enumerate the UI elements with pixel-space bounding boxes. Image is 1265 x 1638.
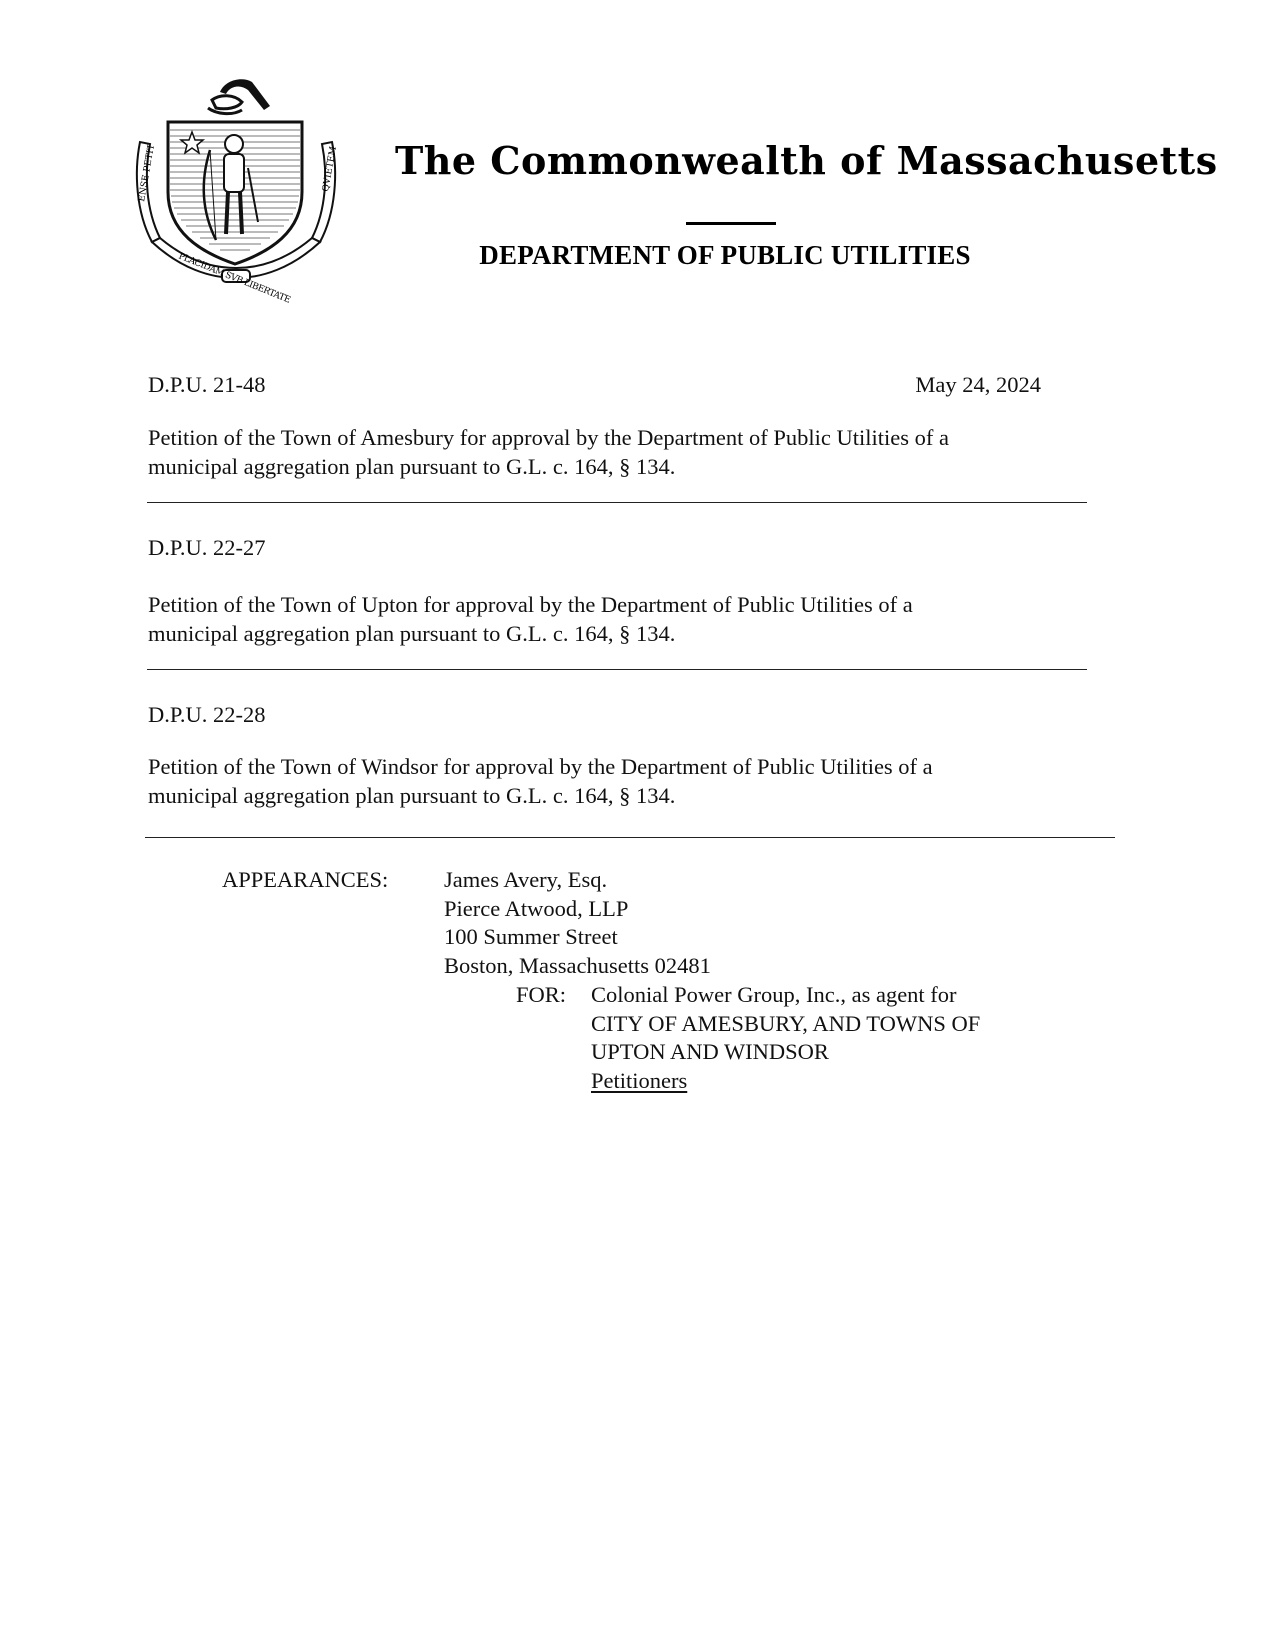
divider	[147, 669, 1087, 670]
for-label: FOR:	[516, 982, 567, 1007]
divider	[147, 502, 1087, 503]
seal-motto-bottom: PLACIDAM SVB LIBERTATE	[176, 251, 292, 306]
header-rule	[686, 222, 776, 225]
commonwealth-title: The Commonwealth of Massachusetts	[395, 138, 1218, 183]
client-line: UPTON AND WINDSOR	[591, 1039, 829, 1064]
petition-line: municipal aggregation plan pursuant to G.L. c. 164, § 134.	[148, 621, 676, 646]
law-firm: Pierce Atwood, LLP	[444, 896, 629, 921]
department-title: DEPARTMENT OF PUBLIC UTILITIES	[479, 240, 971, 270]
party-role: Petitioners	[591, 1068, 688, 1093]
client-line: CITY OF AMESBURY, AND TOWNS OF	[591, 1011, 981, 1036]
docket-number: D.P.U. 22-28	[148, 702, 266, 727]
seal-motto-left: ENSE PETIT	[137, 143, 158, 203]
petition-line: Petition of the Town of Upton for approval by the Department of Public Utilities of a	[148, 592, 913, 617]
client-line: Colonial Power Group, Inc., as agent for	[591, 982, 957, 1007]
petition-line: Petition of the Town of Windsor for approval by the Department of Public Utilities of a	[148, 754, 933, 779]
order-date: May 24, 2024	[915, 372, 1041, 397]
divider	[145, 837, 1115, 838]
attorney-name: James Avery, Esq.	[444, 867, 608, 892]
petition-line: municipal aggregation plan pursuant to G.L. c. 164, § 134.	[148, 454, 676, 479]
appearances-label: APPEARANCES:	[222, 867, 389, 892]
street-address: 100 Summer Street	[444, 924, 618, 949]
docket-number: D.P.U. 21-48	[148, 372, 266, 397]
docket-number: D.P.U. 22-27	[148, 535, 266, 560]
massachusetts-seal-icon	[130, 72, 342, 306]
seal-motto-right: QVIETEM	[321, 145, 339, 193]
petition-line: municipal aggregation plan pursuant to G.L. c. 164, § 134.	[148, 783, 676, 808]
city-address: Boston, Massachusetts 02481	[444, 953, 711, 978]
petition-line: Petition of the Town of Amesbury for approval by the Department of Public Utilities of a	[148, 425, 949, 450]
